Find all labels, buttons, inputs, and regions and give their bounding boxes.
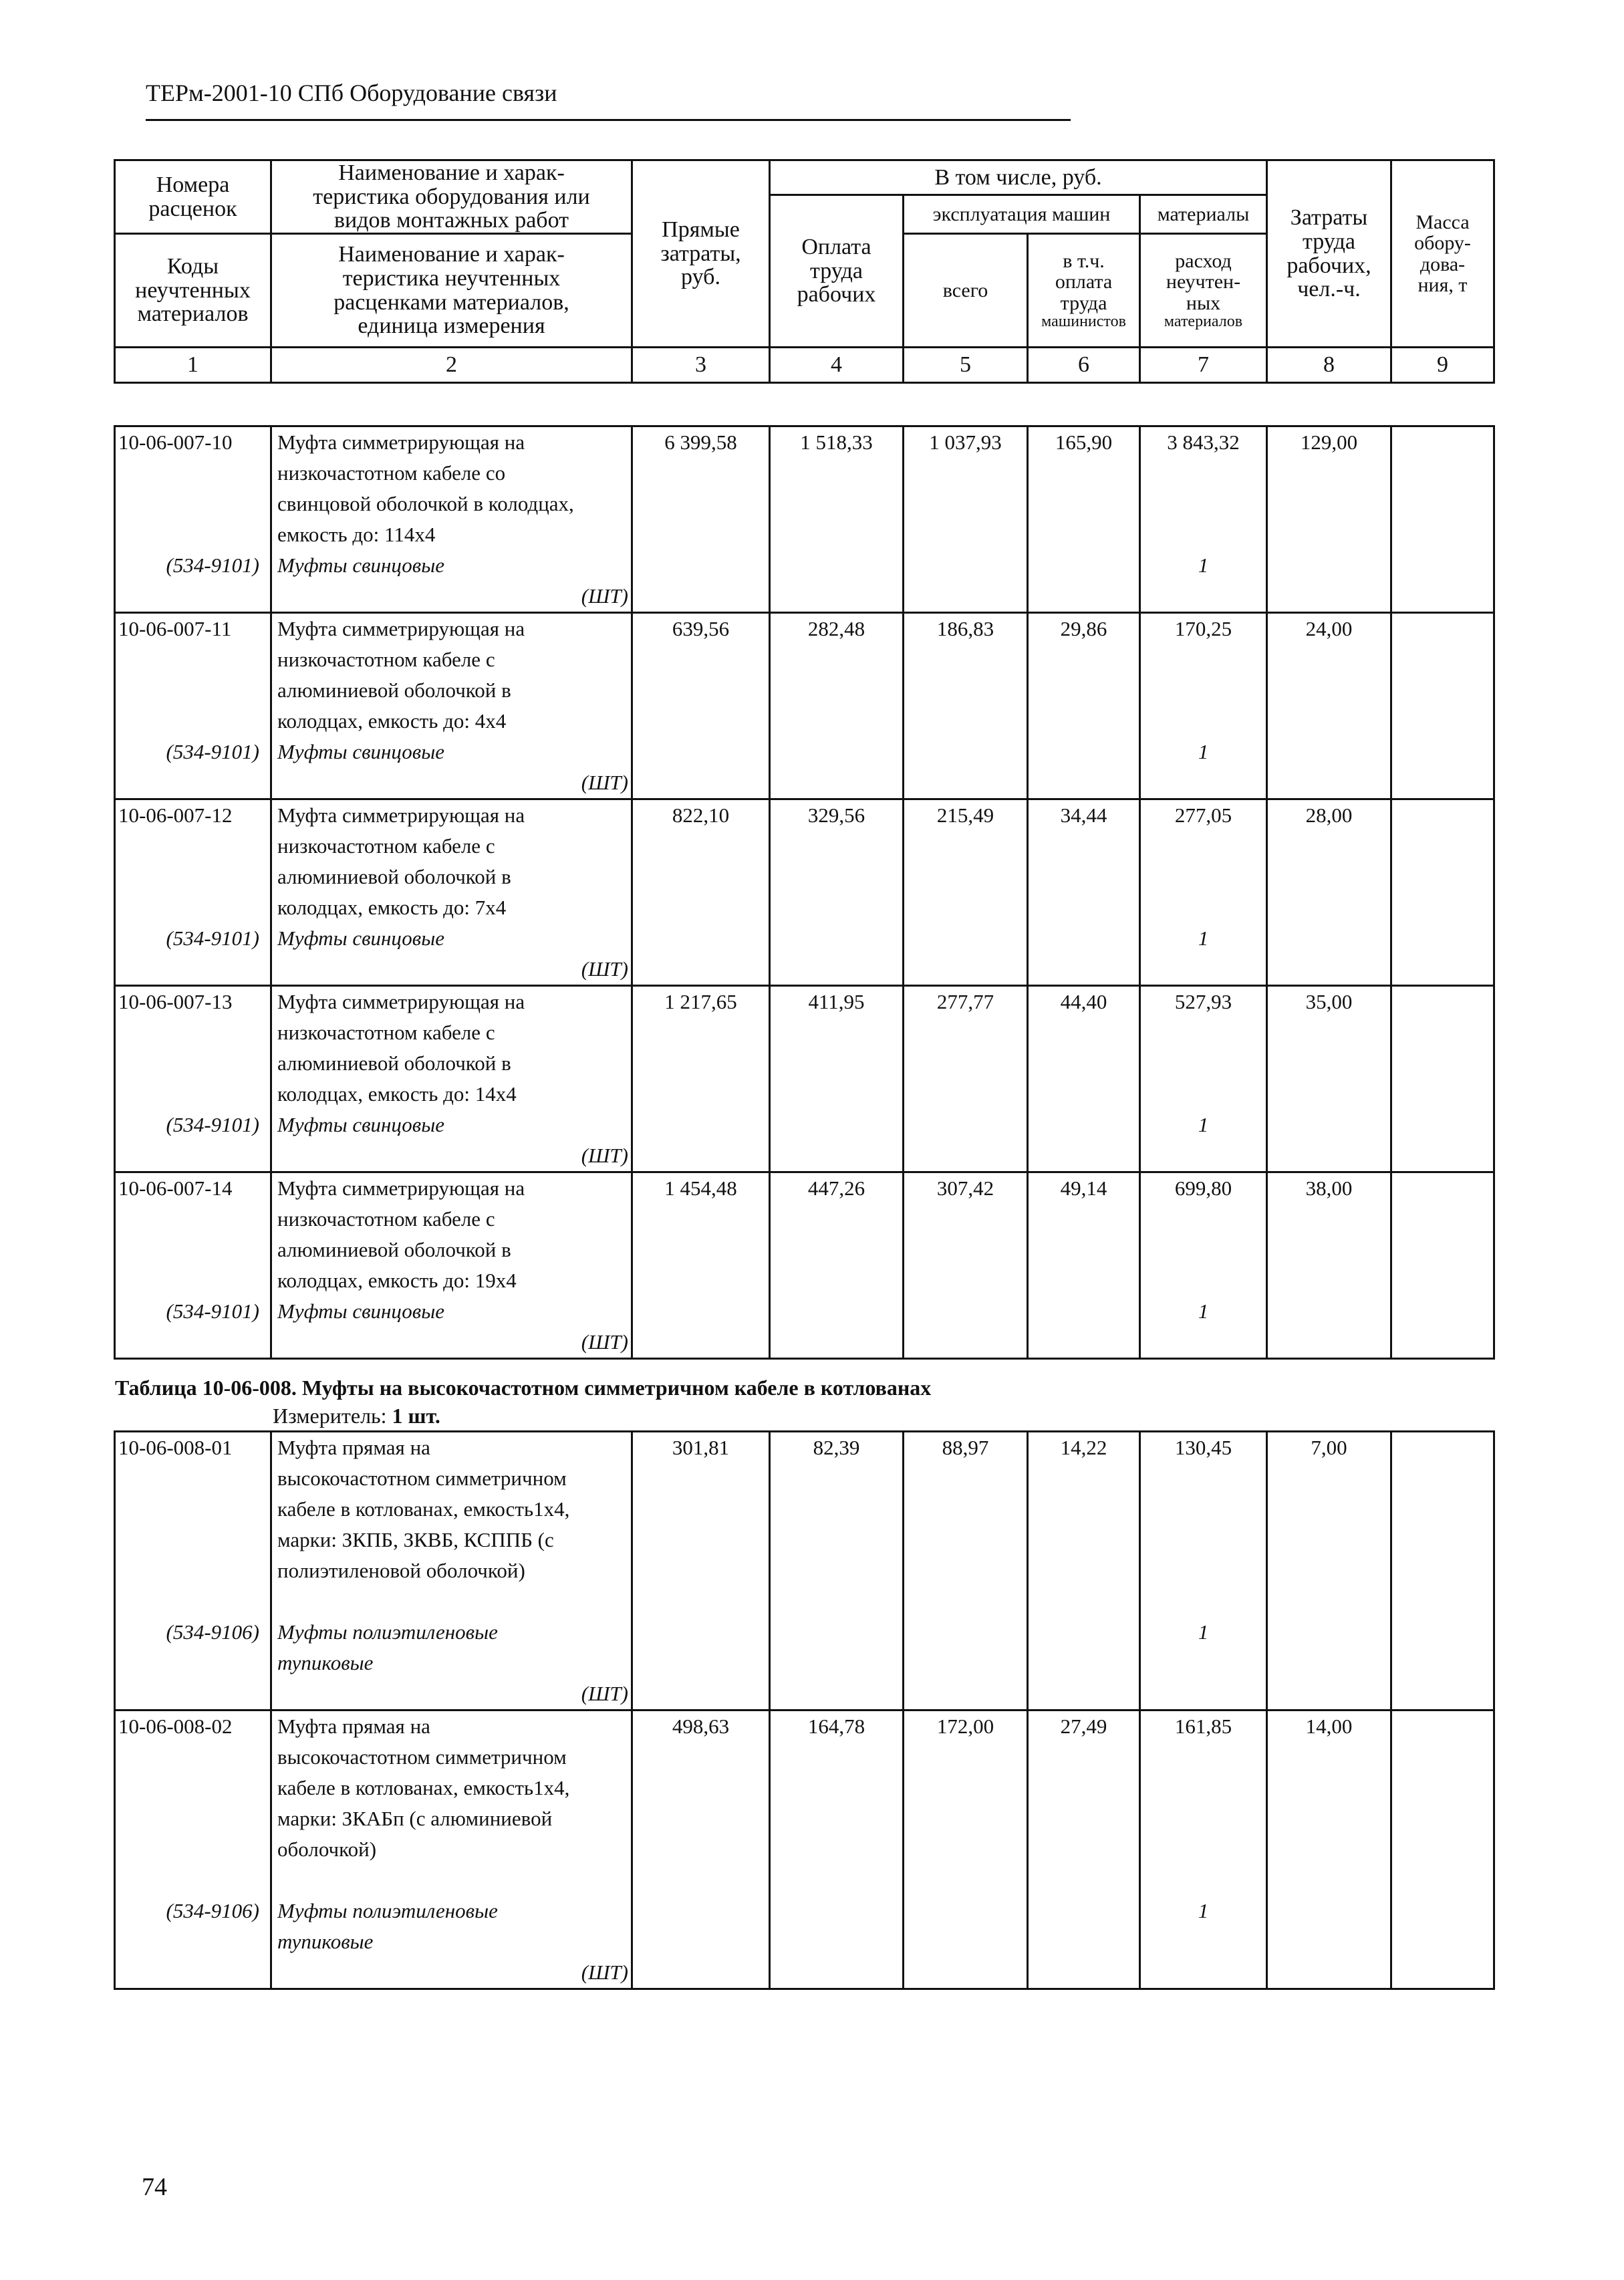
material-name: Муфты свинцовые bbox=[277, 1299, 444, 1323]
worker-pay-cell bbox=[770, 799, 904, 986]
machines-total: 186,83 bbox=[936, 617, 994, 640]
header-including-group: В том числе, руб. bbox=[770, 160, 1267, 195]
header-direct-costs bbox=[632, 160, 770, 348]
table-row bbox=[115, 1711, 1494, 1989]
header-machinists-pay-line: труда bbox=[1060, 291, 1107, 314]
rates-table-10-06-008 bbox=[114, 1430, 1495, 1990]
header-equipment-mass-line: ния, т bbox=[1417, 274, 1468, 297]
work-description-line: алюминиевой оболочкой в bbox=[277, 1238, 511, 1261]
header-work-name bbox=[271, 160, 632, 234]
work-description-line: низкочастотном кабеле со bbox=[277, 461, 506, 485]
machinists-pay-cell bbox=[1028, 1432, 1140, 1711]
machines-total: 88,97 bbox=[942, 1436, 989, 1459]
machines-total-cell bbox=[904, 1711, 1028, 1989]
rate-code-cell bbox=[115, 613, 271, 799]
work-description-line: колодцах, емкость до: 4х4 bbox=[277, 709, 507, 733]
work-description-line: Муфта прямая на bbox=[277, 1436, 430, 1459]
direct-costs: 822,10 bbox=[672, 803, 730, 827]
material-unit: (ШТ) bbox=[581, 584, 628, 608]
worker-pay-cell bbox=[770, 426, 904, 613]
material-quantity: 1 bbox=[1198, 926, 1209, 950]
rate-code-cell bbox=[115, 1432, 271, 1711]
header-unaccounted-materials-line: теристика неучтенных bbox=[342, 265, 561, 291]
measure-unit bbox=[273, 1404, 440, 1428]
materials-cost-cell bbox=[1140, 1172, 1267, 1359]
labor-hours-cell bbox=[1267, 613, 1391, 799]
header-codes-unaccounted-line: материалов bbox=[137, 301, 249, 327]
worker-pay-cell bbox=[770, 1432, 904, 1711]
header-rate-numbers bbox=[115, 160, 271, 234]
machinists-pay-cell bbox=[1028, 426, 1140, 613]
labor-hours-cell bbox=[1267, 1172, 1391, 1359]
table-row bbox=[115, 613, 1494, 799]
materials-cost: 527,93 bbox=[1174, 990, 1232, 1013]
labor-hours: 129,00 bbox=[1300, 430, 1358, 454]
header-machinists-pay-line: машинистов bbox=[1041, 313, 1126, 331]
labor-hours: 7,00 bbox=[1311, 1436, 1347, 1459]
material-name: Муфты свинцовые bbox=[277, 926, 444, 950]
header-unaccounted-materials bbox=[271, 234, 632, 348]
work-description-line: свинцовой оболочкой в колодцах, bbox=[277, 492, 574, 515]
material-unit: (ШТ) bbox=[581, 1144, 628, 1167]
material-code: (534-9106) bbox=[166, 1899, 259, 1922]
direct-costs-cell bbox=[632, 613, 770, 799]
header-equipment-mass-line: обору- bbox=[1414, 232, 1471, 255]
measure-value: 1 шт. bbox=[392, 1404, 440, 1428]
work-description-cell bbox=[271, 426, 632, 613]
worker-pay-cell bbox=[770, 1172, 904, 1359]
machines-total: 1 037,93 bbox=[929, 430, 1002, 454]
work-description-cell bbox=[271, 613, 632, 799]
header-labor-hours-line: Затраты bbox=[1290, 205, 1368, 231]
machines-total-cell bbox=[904, 613, 1028, 799]
machinists-pay-cell bbox=[1028, 986, 1140, 1172]
column-number: 6 bbox=[1028, 348, 1140, 383]
header-machines-total: всего bbox=[904, 234, 1028, 348]
material-name: Муфты свинцовые bbox=[277, 1113, 444, 1136]
labor-hours: 14,00 bbox=[1305, 1715, 1353, 1738]
worker-pay: 329,56 bbox=[807, 803, 865, 827]
work-description-line: алюминиевой оболочкой в bbox=[277, 678, 511, 702]
rate-code: 10-06-007-12 bbox=[118, 803, 233, 827]
machinists-pay-cell bbox=[1028, 1172, 1140, 1359]
header-codes-unaccounted bbox=[115, 234, 271, 348]
equipment-mass-cell bbox=[1391, 426, 1494, 613]
work-description-cell bbox=[271, 799, 632, 986]
header-equipment-mass-line: Масса bbox=[1415, 211, 1470, 233]
materials-cost-cell bbox=[1140, 1432, 1267, 1711]
direct-costs: 1 454,48 bbox=[664, 1176, 737, 1200]
worker-pay: 1 518,33 bbox=[800, 430, 873, 454]
rate-code-cell bbox=[115, 1172, 271, 1359]
rate-code: 10-06-007-11 bbox=[118, 617, 232, 640]
material-quantity: 1 bbox=[1198, 1620, 1209, 1644]
material-code: (534-9106) bbox=[166, 1620, 259, 1644]
labor-hours-cell bbox=[1267, 799, 1391, 986]
work-description-line: высокочастотном симметричном bbox=[277, 1467, 567, 1490]
header-material-consumption-line: материалов bbox=[1164, 313, 1243, 331]
header-unaccounted-materials-line: Наименование и харак- bbox=[338, 242, 565, 267]
work-description-line: алюминиевой оболочкой в bbox=[277, 1051, 511, 1075]
work-description-line: колодцах, емкость до: 14х4 bbox=[277, 1082, 517, 1106]
labor-hours-cell bbox=[1267, 1432, 1391, 1711]
worker-pay: 447,26 bbox=[807, 1176, 865, 1200]
header-rate-numbers-line: расценок bbox=[148, 196, 237, 221]
work-description-line: высокочастотном симметричном bbox=[277, 1745, 567, 1769]
equipment-mass-cell bbox=[1391, 1172, 1494, 1359]
material-code: (534-9101) bbox=[166, 1113, 259, 1136]
table-row bbox=[115, 986, 1494, 1172]
column-number: 9 bbox=[1391, 348, 1494, 383]
worker-pay: 82,39 bbox=[813, 1436, 860, 1459]
materials-cost: 3 843,32 bbox=[1167, 430, 1240, 454]
header-work-name-line: видов монтажных работ bbox=[333, 208, 569, 233]
direct-costs: 301,81 bbox=[672, 1436, 730, 1459]
labor-hours: 38,00 bbox=[1305, 1176, 1353, 1200]
material-unit: (ШТ) bbox=[581, 1960, 628, 1984]
header-rate-numbers-line: Номера bbox=[156, 172, 230, 197]
machinists-pay-cell bbox=[1028, 1711, 1140, 1989]
header-direct-costs-line: руб. bbox=[681, 265, 720, 290]
work-description-line: Муфта прямая на bbox=[277, 1715, 430, 1738]
materials-cost-cell bbox=[1140, 1711, 1267, 1989]
direct-costs: 498,63 bbox=[672, 1715, 730, 1738]
column-number: 5 bbox=[904, 348, 1028, 383]
work-description-line: Муфта симметрирующая на bbox=[277, 617, 525, 640]
table-row bbox=[115, 1432, 1494, 1711]
material-code: (534-9101) bbox=[166, 926, 259, 950]
header-unaccounted-materials-line: единица измерения bbox=[358, 313, 545, 339]
rate-code-cell bbox=[115, 986, 271, 1172]
direct-costs-cell bbox=[632, 986, 770, 1172]
rate-code: 10-06-007-14 bbox=[118, 1176, 233, 1200]
rate-code-cell bbox=[115, 799, 271, 986]
worker-pay-cell bbox=[770, 1711, 904, 1989]
work-description-line: кабеле в котлованах, емкость1х4, bbox=[277, 1497, 570, 1521]
header-machinists-pay-line: в т.ч. bbox=[1063, 249, 1105, 272]
machinists-pay: 165,90 bbox=[1055, 430, 1113, 454]
machines-total-cell bbox=[904, 1172, 1028, 1359]
materials-cost: 130,45 bbox=[1174, 1436, 1232, 1459]
machinists-pay: 34,44 bbox=[1060, 803, 1107, 827]
table-caption: Таблица 10-06-008. Муфты на высокочастотном симметричном кабеле в котлованах bbox=[115, 1376, 932, 1400]
machinists-pay: 49,14 bbox=[1060, 1176, 1107, 1200]
direct-costs-cell bbox=[632, 426, 770, 613]
header-codes-unaccounted-line: Коды bbox=[166, 254, 219, 279]
column-number: 1 bbox=[115, 348, 271, 383]
material-code: (534-9101) bbox=[166, 553, 259, 577]
machines-total: 277,77 bbox=[936, 990, 994, 1013]
labor-hours-cell bbox=[1267, 986, 1391, 1172]
machinists-pay: 44,40 bbox=[1060, 990, 1107, 1013]
machines-total-cell bbox=[904, 799, 1028, 986]
work-description-line: кабеле в котлованах, емкость1х4, bbox=[277, 1776, 570, 1799]
work-description-line: емкость до: 114х4 bbox=[277, 523, 436, 546]
work-description-line: Муфта симметрирующая на bbox=[277, 990, 525, 1013]
direct-costs-cell bbox=[632, 1432, 770, 1711]
machines-total-cell bbox=[904, 1432, 1028, 1711]
materials-cost-cell bbox=[1140, 613, 1267, 799]
worker-pay-cell bbox=[770, 613, 904, 799]
material-code: (534-9101) bbox=[166, 740, 259, 763]
header-labor-hours-line: рабочих, bbox=[1287, 253, 1371, 278]
work-description-line: марки: ЗКПБ, ЗКВБ, КСППБ (с bbox=[277, 1528, 554, 1551]
work-description-line: марки: ЗКАБп (с алюминиевой bbox=[277, 1807, 553, 1830]
rate-code: 10-06-008-01 bbox=[118, 1436, 233, 1459]
materials-cost: 277,05 bbox=[1174, 803, 1232, 827]
direct-costs-cell bbox=[632, 799, 770, 986]
labor-hours: 28,00 bbox=[1305, 803, 1353, 827]
header-worker-pay-line: Оплата bbox=[801, 235, 871, 259]
header-work-name-line: Наименование и харак- bbox=[338, 160, 565, 185]
table-row bbox=[115, 426, 1494, 613]
work-description-line: Муфта симметрирующая на bbox=[277, 1176, 525, 1200]
header-material-consumption bbox=[1140, 234, 1267, 348]
header-material-consumption-line: неучтен- bbox=[1166, 271, 1241, 293]
materials-cost: 699,80 bbox=[1174, 1176, 1232, 1200]
materials-cost-cell bbox=[1140, 799, 1267, 986]
material-name: Муфты свинцовые bbox=[277, 553, 444, 577]
header-direct-costs-line: Прямые bbox=[662, 217, 740, 242]
material-unit: (ШТ) bbox=[581, 1682, 628, 1705]
materials-cost: 161,85 bbox=[1174, 1715, 1232, 1738]
work-description-line: колодцах, емкость до: 7х4 bbox=[277, 896, 507, 919]
material-name: Муфты полиэтиленовые bbox=[277, 1620, 498, 1644]
header-unaccounted-materials-line: расценками материалов, bbox=[333, 289, 569, 315]
worker-pay: 411,95 bbox=[808, 990, 865, 1013]
work-description-line: низкочастотном кабеле с bbox=[277, 1207, 495, 1231]
column-number: 7 bbox=[1140, 348, 1267, 383]
header-material-consumption-line: расход bbox=[1175, 249, 1232, 272]
work-description-cell bbox=[271, 1432, 632, 1711]
page-number: 74 bbox=[142, 2173, 167, 2201]
column-header-table bbox=[114, 159, 1495, 384]
work-description-line: оболочкой) bbox=[277, 1838, 377, 1861]
direct-costs-cell bbox=[632, 1172, 770, 1359]
header-equipment-mass bbox=[1391, 160, 1494, 348]
column-number: 2 bbox=[271, 348, 632, 383]
measure-label: Измеритель: bbox=[273, 1404, 387, 1428]
rate-code-cell bbox=[115, 426, 271, 613]
title-rule bbox=[146, 119, 1071, 121]
column-number: 4 bbox=[770, 348, 904, 383]
material-name: тупиковые bbox=[277, 1651, 374, 1674]
work-description-cell bbox=[271, 986, 632, 1172]
work-description-line: Муфта симметрирующая на bbox=[277, 430, 525, 454]
work-description-line: низкочастотном кабеле с bbox=[277, 834, 495, 858]
header-worker-pay-line: рабочих bbox=[797, 282, 876, 307]
table-row bbox=[115, 1172, 1494, 1359]
direct-costs: 639,56 bbox=[672, 617, 730, 640]
header-machine-operation: эксплуатация машин bbox=[904, 195, 1140, 234]
labor-hours: 35,00 bbox=[1305, 990, 1353, 1013]
equipment-mass-cell bbox=[1391, 1432, 1494, 1711]
header-worker-pay bbox=[770, 195, 904, 348]
equipment-mass-cell bbox=[1391, 613, 1494, 799]
equipment-mass-cell bbox=[1391, 986, 1494, 1172]
header-work-name-line: теристика оборудования или bbox=[313, 184, 590, 209]
header-worker-pay-line: труда bbox=[809, 258, 863, 283]
direct-costs: 1 217,65 bbox=[664, 990, 737, 1013]
materials-cost-cell bbox=[1140, 986, 1267, 1172]
worker-pay: 282,48 bbox=[807, 617, 865, 640]
material-quantity: 1 bbox=[1198, 1113, 1209, 1136]
machinists-pay: 29,86 bbox=[1060, 617, 1107, 640]
header-codes-unaccounted-line: неучтенных bbox=[135, 277, 251, 303]
header-direct-costs-line: затраты, bbox=[660, 241, 741, 266]
work-description-line: колодцах, емкость до: 19х4 bbox=[277, 1269, 517, 1292]
header-machinists-pay-line: оплата bbox=[1055, 271, 1113, 293]
header-material-consumption-line: ных bbox=[1186, 291, 1221, 314]
material-quantity: 1 bbox=[1198, 1299, 1209, 1323]
direct-costs-cell bbox=[632, 1711, 770, 1989]
work-description-line: низкочастотном кабеле с bbox=[277, 648, 495, 671]
machinists-pay-cell bbox=[1028, 613, 1140, 799]
materials-cost-cell bbox=[1140, 426, 1267, 613]
column-number: 3 bbox=[632, 348, 770, 383]
machinists-pay-cell bbox=[1028, 799, 1140, 986]
worker-pay-cell bbox=[770, 986, 904, 1172]
header-machinists-pay bbox=[1028, 234, 1140, 348]
worker-pay: 164,78 bbox=[807, 1715, 865, 1738]
material-quantity: 1 bbox=[1198, 1899, 1209, 1922]
equipment-mass-cell bbox=[1391, 1711, 1494, 1989]
header-equipment-mass-line: дова- bbox=[1419, 253, 1466, 275]
material-code: (534-9101) bbox=[166, 1299, 259, 1323]
work-description-cell bbox=[271, 1172, 632, 1359]
machines-total: 172,00 bbox=[936, 1715, 994, 1738]
document-title: ТЕРм-2001-10 СПб Оборудование связи bbox=[146, 80, 557, 106]
material-quantity: 1 bbox=[1198, 553, 1209, 577]
material-unit: (ШТ) bbox=[581, 957, 628, 981]
machines-total: 215,49 bbox=[936, 803, 994, 827]
labor-hours: 24,00 bbox=[1305, 617, 1353, 640]
material-quantity: 1 bbox=[1198, 740, 1209, 763]
header-labor-hours-line: чел.-ч. bbox=[1297, 277, 1361, 302]
work-description-cell bbox=[271, 1711, 632, 1989]
material-name: Муфты полиэтиленовые bbox=[277, 1899, 498, 1922]
material-name: тупиковые bbox=[277, 1930, 374, 1953]
header-labor-hours-line: труда bbox=[1302, 229, 1356, 254]
equipment-mass-cell bbox=[1391, 799, 1494, 986]
machinists-pay: 27,49 bbox=[1060, 1715, 1107, 1738]
machines-total-cell bbox=[904, 986, 1028, 1172]
work-description-line: низкочастотном кабеле с bbox=[277, 1021, 495, 1044]
work-description-line: алюминиевой оболочкой в bbox=[277, 865, 511, 888]
rates-table-10-06-007 bbox=[114, 425, 1495, 1360]
material-unit: (ШТ) bbox=[581, 1330, 628, 1354]
labor-hours-cell bbox=[1267, 426, 1391, 613]
material-name: Муфты свинцовые bbox=[277, 740, 444, 763]
table-row bbox=[115, 799, 1494, 986]
machinists-pay: 14,22 bbox=[1060, 1436, 1107, 1459]
work-description-line: Муфта симметрирующая на bbox=[277, 803, 525, 827]
labor-hours-cell bbox=[1267, 1711, 1391, 1989]
machines-total: 307,42 bbox=[936, 1176, 994, 1200]
rate-code: 10-06-007-13 bbox=[118, 990, 233, 1013]
work-description-line: полиэтиленовой оболочкой) bbox=[277, 1559, 525, 1582]
rate-code: 10-06-008-02 bbox=[118, 1715, 233, 1738]
machines-total-cell bbox=[904, 426, 1028, 613]
column-number: 8 bbox=[1267, 348, 1391, 383]
material-unit: (ШТ) bbox=[581, 771, 628, 794]
rate-code: 10-06-007-10 bbox=[118, 430, 233, 454]
materials-cost: 170,25 bbox=[1174, 617, 1232, 640]
rate-code-cell bbox=[115, 1711, 271, 1989]
header-labor-hours bbox=[1267, 160, 1391, 348]
header-materials: материалы bbox=[1140, 195, 1267, 234]
direct-costs: 6 399,58 bbox=[664, 430, 737, 454]
